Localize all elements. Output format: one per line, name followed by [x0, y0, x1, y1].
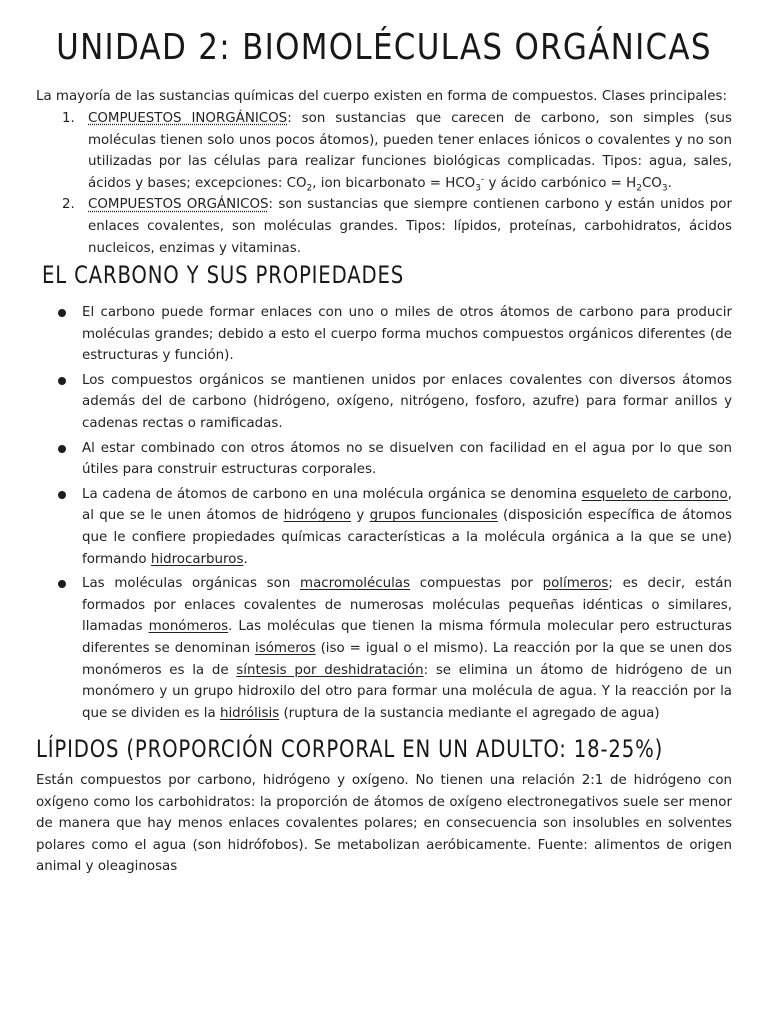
list-item: [36, 438, 732, 481]
term-functional-groups: grupos funcionales: [369, 508, 498, 524]
list-item-organic: [36, 194, 732, 259]
carbon-properties-list: [36, 302, 732, 727]
compound-classes-list: [36, 108, 732, 259]
bullet-text: compuestas por: [410, 576, 543, 592]
bullet-text: Las moléculas orgánicas son: [82, 576, 301, 592]
bullet-dot-icon: [58, 445, 66, 453]
organic-text: : son sustancias que siempre contienen carbono y están unidos por enlaces covalentes, son moléculas grandes. Tipos: lípidos, proteínas, carbohidratos, ácidos nucleicos, enzimas y vitaminas.: [88, 197, 732, 256]
bullet-text: y: [351, 508, 370, 524]
term-hydrolysis: hidrólisis: [219, 705, 280, 721]
bullet-text: (disposición específica de átomos que le confiere propiedades químicas características a la molécula orgánica a la que se une) formando: [82, 508, 733, 567]
list-item: [36, 573, 732, 724]
bullet-dot-icon: [58, 309, 66, 317]
section-heading-lipids: LÍPIDOS (PROPORCIÓN CORPORAL EN UN ADULTO: 18-25%): [36, 735, 664, 763]
bullet-text: Al estar combinado con otros átomos no se disuelven con facilidad en el agua por lo que son útiles para construir estructuras corporales.: [82, 440, 732, 478]
term-macromolecules: macromoléculas: [300, 576, 410, 592]
list-item: [36, 302, 732, 367]
term-monomers: monómeros: [148, 619, 229, 635]
lipids-paragraph: Están compuestos por carbono, hidrógeno y oxígeno. No tienen una relación 2:1 de hidrógeno con oxígeno como los carbohidratos: la proporción de átomos de oxígeno electronegativos suele ser menor de manera que hay menos enlaces covalentes polares; en consecuencia son insolubles en solventes polares como el agua (son hidrófobos). Se metabolizan aeróbicamente. Fuente: alimentos de origen animal y oleaginosas: [36, 773, 732, 875]
subscript: 3: [661, 183, 668, 194]
inorganic-text-e: .: [667, 175, 672, 191]
list-item: [36, 370, 732, 435]
term-polymers: polímeros: [542, 576, 609, 592]
superscript: -: [480, 174, 485, 185]
inorganic-text-d: CO: [641, 175, 662, 191]
list-item: [36, 484, 732, 570]
term-inorganic: COMPUESTOS INORGÁNICOS: [88, 111, 288, 126]
subscript: 2: [306, 183, 313, 194]
bullet-text: : se elimina un átomo de hidrógeno de un monómero y un grupo hidroxilo del otro para formar una molécula de agua. Y la reacción por la que se dividen es la: [82, 662, 732, 721]
list-marker: 2.: [62, 197, 75, 213]
bullet-dot-icon: [58, 377, 66, 385]
term-organic: COMPUESTOS ORGÁNICOS: [88, 197, 269, 213]
term-dehydration-synthesis: síntesis por deshidratación: [236, 662, 424, 678]
bullet-text: (iso = igual o el mismo). La reacción por la que se unen dos monómeros es la de: [82, 640, 733, 678]
bullet-text: Los compuestos orgánicos se mantienen unidos por enlaces covalentes con diversos átomos además del de carbono (hidrógeno, oxígeno, nitrógeno, fosforo, azufre) para formar anillos y cadenas rectas o ramificadas.: [82, 372, 732, 431]
bullet-text: . Las moléculas que tienen la misma fórmula molecular pero estructuras diferentes se denominan: [82, 619, 732, 656]
inorganic-text: : son sustancias que carecen de carbono, son simples (sus moléculas tienen solo unos pocos átomos), pueden tener enlaces iónicos o covalentes y no son utilizadas por las células para realizar funciones biológicas complicadas. Tipos: agua, sales, ácidos y bases; excepciones: CO: [88, 111, 733, 191]
intro-text: La mayoría de las sustancias químicas del cuerpo existen en forma de compuestos. Clases principales:: [36, 89, 727, 104]
inorganic-text-c: y ácido carbónico = H: [484, 175, 637, 191]
page-title: UNIDAD 2: BIOMOLÉCULAS ORGÁNICAS: [56, 27, 712, 68]
term-hydrogen: hidrógeno: [283, 508, 352, 524]
list-marker: 1.: [62, 111, 75, 126]
list-item-inorganic: [36, 108, 732, 194]
term-hydrocarbons: hidrocarburos: [150, 551, 244, 567]
bullet-text: .: [243, 551, 248, 567]
term-isomers: isómeros: [255, 640, 316, 656]
bullet-text: (ruptura de la sustancia mediante el agregado de agua): [279, 705, 660, 721]
bullet-text: ; es decir, están formados por enlaces covalentes de numerosas moléculas pequeñas idénticas o similares, llamadas: [82, 576, 732, 635]
bullet-dot-icon: [58, 580, 66, 588]
subscript: 2: [636, 183, 642, 194]
subscript: 3: [475, 183, 481, 194]
bullet-text: , al que se le unen átomos de: [82, 486, 732, 524]
bullet-dot-icon: [58, 491, 66, 499]
term-carbon-skeleton: esqueleto de carbono: [581, 486, 728, 502]
section-heading-carbon: EL CARBONO Y SUS PROPIEDADES: [42, 261, 405, 289]
bullet-text: La cadena de átomos de carbono en una molécula orgánica se denomina: [82, 486, 582, 502]
inorganic-text-b: , ion bicarbonato = HCO: [312, 175, 476, 191]
bullet-text: El carbono puede formar enlaces con uno o miles de otros átomos de carbono para producir moléculas grandes; debido a esto el cuerpo forma muchos compuestos orgánicos diferentes (de estructuras y función).: [82, 305, 732, 364]
